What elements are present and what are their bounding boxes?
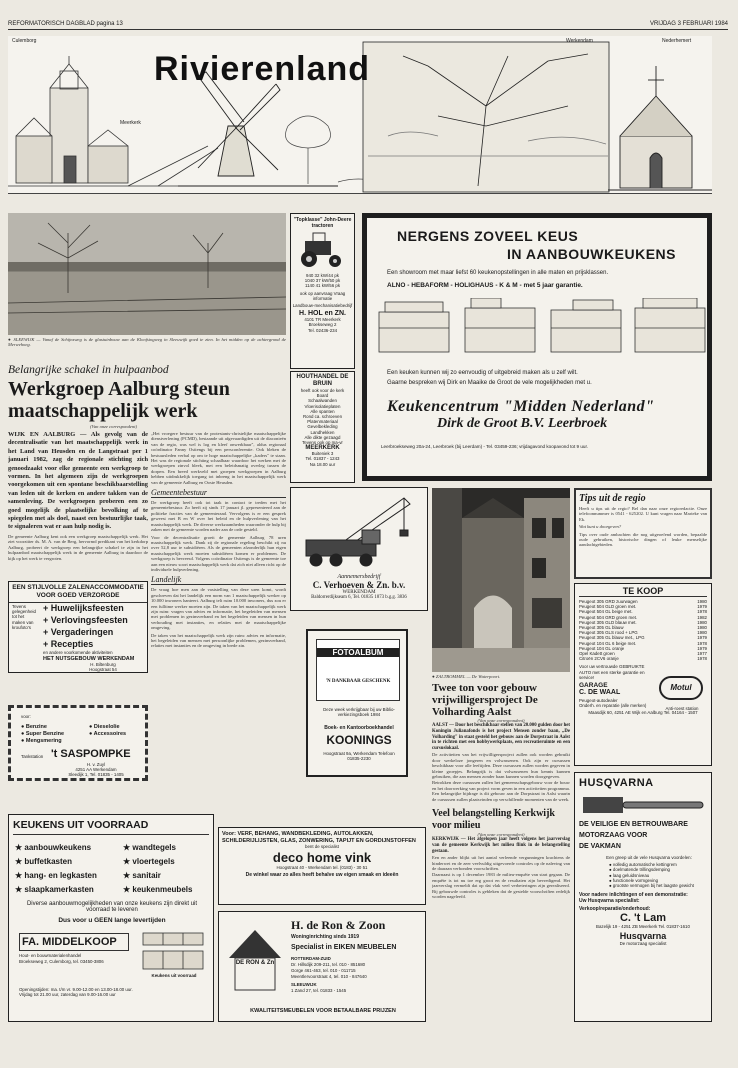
tekoop-year: 1980 bbox=[697, 599, 707, 604]
house-icon bbox=[225, 924, 285, 994]
article2-byline: (Van onze correspondent) bbox=[477, 718, 525, 723]
nutsgebouw-item: + Vergaderingen bbox=[43, 627, 114, 637]
tekoop-year: 1980 bbox=[697, 619, 707, 625]
middelkoop-item: keukenmeubels bbox=[132, 885, 193, 894]
tractor-icon bbox=[295, 231, 350, 269]
article3-headline: Veel belangstelling Kerkwijk voor milieu bbox=[432, 808, 555, 831]
husqvarna-item: volledig automatische kettingrem bbox=[612, 862, 677, 868]
husqvarna-item: laag geluidsniveau bbox=[612, 872, 650, 878]
tractor-addr-2: Broekseweg 2 bbox=[308, 322, 337, 328]
middelkoop-ad bbox=[8, 814, 214, 1022]
koonings-name: KOONINGS bbox=[326, 733, 392, 747]
kitchen-illustrations bbox=[377, 298, 707, 368]
nutsgebouw-item: + Verlovingsfeesten bbox=[43, 615, 128, 625]
article1-byline: (Van onze correspondent) bbox=[90, 424, 138, 429]
houthandel-name: MEERKERK bbox=[305, 445, 340, 452]
husqvarna-item: grootste vermogen bij het laagste gewicht bbox=[612, 883, 694, 889]
deco-l1: Voor: VERF, BEHANG, WANDBEKLEDING, AUTOLAKKEN, SCHILDERIJLIJSTEN, GLAS, ZONWERING, TAPIJT EN GORDIJNSTOFFEN bbox=[222, 831, 416, 844]
houthandel-item-9: Alle dikte gezaagd bbox=[304, 434, 341, 440]
tekoop-year: 1980 bbox=[697, 630, 707, 636]
tractor-ad-top: "Topklasse" John-Deere tractoren bbox=[293, 217, 352, 229]
kitchen-h1: NERGENS ZOVEEL KEUS bbox=[397, 228, 579, 244]
article2-p2: De activiteiten van het vrijwilligersproject zullen ook worden gebruikt door werkeloze jongeren en volwassenen. Ook zijn er cursussen beschikbaar voor alle leeftijden. Deze cursussen zullen worden gegeven in kleine groepjes. Belangrijk is dat volwassenen hun kennis kunnen gebruiken, die aan mensen zonder baan kunnen worden doorgegeven. bbox=[432, 752, 570, 779]
article1-col1 bbox=[8, 431, 148, 578]
husqvarna-l6: Uw Husqvarna specialist: bbox=[579, 898, 640, 905]
houthandel-item-6: Platenmateriaal bbox=[307, 419, 338, 425]
saspompke-name: 't SASPOMPKE bbox=[51, 748, 131, 760]
deron-title: H. de Ron & Zoon bbox=[291, 918, 386, 932]
middelkoop-title: KEUKENS UIT VOORRAAD bbox=[13, 819, 209, 835]
husqvarna-dealer: C. 't Lam bbox=[619, 912, 666, 925]
husqvarna-l4: Een greep uit de vele Husqvarna voordelen: bbox=[606, 855, 692, 860]
deco-addr: Hoogstraat 40 - Werkendam tel. (0183) - 30 51 bbox=[276, 865, 368, 871]
crane-icon bbox=[292, 490, 426, 570]
husqvarna-l2: MOTORZAAG VOOR bbox=[579, 832, 648, 839]
article1-col2-p5: De taken van het maatschappelijk werk zijn ruim: advies en informatie, het begeleiden van mensen met persoonlijke problemen, gezinsverband, relaties met instanties en de omgeving in brede zin. bbox=[151, 632, 286, 649]
tractor-ad bbox=[290, 213, 355, 369]
koonings-ad bbox=[306, 629, 408, 777]
houthandel-item-2: Schaalwanden bbox=[308, 398, 337, 404]
article3-p2: Een en ander blijkt uit het aantal verleende vergunningen krachtens de hinderwet en de zeer veelvuldig uitgevoerde controles op de naleving van de daaraan verbonden voorschriften. bbox=[432, 855, 570, 871]
tips-question: Wat kunt u doorgeven? bbox=[579, 524, 622, 530]
deron-addr4: 1 Zand 27, tel. 01833 - 1545 bbox=[291, 988, 347, 993]
fotoalbum-inner: 'N DANKBAAR GESCHENK bbox=[325, 679, 391, 684]
verhoeven-name: C. Verhoeven & Zn. b.v. bbox=[312, 580, 406, 590]
article3-byline: (Van onze correspondent) bbox=[477, 832, 525, 837]
saspompke-list-right: ● Dieselolie ● Accessoires bbox=[89, 724, 127, 737]
tekoop-car: Citroën 2CV6 oranje bbox=[579, 656, 619, 662]
tekoop-list bbox=[579, 599, 707, 661]
photo-sleeuwijk-caption: ● SLEEWIJK — Vanaf de Schijnsweg is de glastuinbouw aan de Kloofsingweg in Sleeuwijk goed te zien. In het midden op de achtergrond de Merwehoeg. bbox=[8, 337, 286, 348]
deron-logo: DE RON & Zn bbox=[235, 960, 275, 966]
saspompke-item: Accessoires bbox=[93, 731, 127, 737]
tekoop-year: 1980 bbox=[697, 625, 707, 631]
kitchen-cabinet-icon bbox=[141, 931, 207, 971]
page-header bbox=[8, 20, 728, 30]
tekoop-garage: GARAGE bbox=[579, 682, 608, 690]
husqvarna-l1: DE VEILIGE EN BETROUWBARE bbox=[579, 821, 688, 828]
tips-box bbox=[574, 488, 712, 579]
tekoop-car: Peugeot 504 GL beige met. bbox=[579, 609, 633, 615]
saspompke-item: Mengsmering bbox=[25, 738, 62, 744]
houthandel-item-4: Alle spanten bbox=[310, 408, 335, 414]
tractor-spec-3: 1140 41 kW/56 pk bbox=[304, 283, 341, 289]
saspompke-pre: Tankstation bbox=[21, 754, 44, 759]
article3-lead: KERKWIJK — Het afgelopen jaar heeft volgens het jaarverslag van de gemeente Kerkwijk het milieu flink in de belangstelling gestaan. bbox=[432, 837, 570, 854]
husqvarna-l7: Verkoop/reparatie/onderhoud: bbox=[579, 906, 651, 913]
nutsgebouw-name: HET NUTSGEBOUW WERKENDAM bbox=[43, 656, 135, 662]
middelkoop-l1: Diverse aanbouwmogelijkheden van onze keukens zijn direkt uit voorraad te leveren bbox=[26, 901, 198, 913]
place-werkendam: Werkendam bbox=[566, 38, 593, 44]
tekoop-car: Opel Kadett groen bbox=[579, 651, 615, 657]
chainsaw-icon bbox=[579, 791, 707, 817]
tips-p2: Tips over oude ambachten die nog uitgeoefend worden, bepaalde oude gebruiken, historische dingen of leuke menselijke aandachtgebieden. bbox=[579, 531, 707, 548]
tekoop-row bbox=[579, 656, 707, 661]
tractor-spec-1: 940 32 kW/44 pk bbox=[306, 273, 339, 278]
fotoalbum-cover bbox=[316, 639, 400, 701]
houthandel-item-3: Vloerisolatieplaten bbox=[304, 403, 341, 409]
nutsgebouw-item: + Huwelijksfeesten bbox=[43, 603, 124, 613]
middelkoop-item: slaapkamerkasten bbox=[24, 885, 94, 894]
husqvarna-item: functionele vormgeving bbox=[612, 877, 659, 883]
tekoop-ad bbox=[574, 583, 712, 766]
tractor-spec-2: 1040 37 kW/50 pk bbox=[304, 278, 341, 284]
photo-sleeuwijk-image bbox=[8, 213, 286, 335]
houthandel-addr-3: Na 18.00 uur bbox=[309, 461, 336, 467]
article2-p3: Betrokken deze cursussen zullen het gemeenschapsgebouw voor de bouw en het doorwerking van project vorm geven in een activiteiten programma. Een belangrijke bijdrage is dit gebouw aan de Dorpstraat in Aalst waarin de cursussen zullen plaatsvinden op verschillende momenten van de week. bbox=[432, 780, 570, 802]
tekoop-sub1: Peugeot-autodealer bbox=[579, 698, 618, 704]
houthandel-item-8: Landhekken bbox=[310, 429, 335, 435]
middelkoop-item: sanitair bbox=[132, 871, 161, 880]
deron-ad bbox=[218, 911, 426, 1022]
tractor-ad-mid: ook op aanvraag Vraag informatie bbox=[299, 290, 346, 301]
houthandel-sub: heeft ook voor de kerk bbox=[300, 388, 345, 393]
husqvarna-brandsub: De motorzaag specialist bbox=[619, 941, 667, 947]
kitchen-l1: Een showroom met maar liefst 60 keukenopstellingen in alle maten en prijsklassen. bbox=[387, 270, 609, 276]
saspompke-addr-2: 4251 AA Werkendam bbox=[75, 767, 117, 772]
saspompke-addr-1: H. v. Zuyl bbox=[86, 762, 106, 767]
rivierenland-banner bbox=[8, 36, 712, 194]
koonings-shop: Boek- en Kantoorboekhandel bbox=[324, 725, 394, 731]
article1-headline: Werkgroep Aalburg steun maatschappelijk werk bbox=[8, 378, 230, 422]
houthandel-addr-2: Tel. 01837 - 1243 bbox=[305, 456, 340, 462]
tekoop-year: 1978 bbox=[697, 609, 707, 615]
middelkoop-item: hang- en legkasten bbox=[24, 871, 97, 880]
kitchen-addr: Leerbroekseweg 20a-24, Leerbroek (bij Leerdam) - Tel. 03459-236; vrijdagavond koopavond tot 9 uur. bbox=[381, 444, 589, 449]
deron-addr1: Dr. Hillsdijk 209-211, tel. 010 - 851680 bbox=[291, 962, 366, 967]
tekoop-car: Peugeot 305 GL blauw bbox=[579, 625, 624, 631]
photo-waterpoort-caption: ● ZALTBOMMEL — De Waterpoort. bbox=[432, 674, 501, 679]
husqvarna-item: doelmatende trillingsdemping bbox=[612, 867, 670, 873]
article1-sub1: Gemeentebestuur bbox=[151, 488, 286, 498]
tractor-addr-3: Tel. 02436-234 bbox=[307, 327, 338, 333]
houthandel-item-5: Rond ca. schroeven bbox=[302, 414, 343, 420]
deron-footer: KWALITEITSMEUBELEN VOOR BETAALBARE PRIJZEN bbox=[250, 1008, 396, 1014]
nutsgebouw-side: Tevens gelegenheid tot het maken van kroufoto's bbox=[12, 604, 36, 630]
deco-l2: bent de specialist bbox=[305, 844, 339, 850]
houthandel-item-7: Gevelbekleding bbox=[307, 424, 338, 430]
tekoop-antirust: Anti-roest station bbox=[665, 706, 699, 711]
saspompke-list-left: ● Benzine ● Super Benzine ● Mengsmering bbox=[21, 724, 65, 744]
article1-col2-p4: De vraag hoe men aan de vaststelling van deze uren komt, wordt geschreven dat het landelijk een norm van 1 maatschappelijk werker op 10.000 inwoners hanteert. Aalburg telt ruim 10.000 inwoners, dus zou er een fulltime werker moeten zijn. De taken van het maatschappelijk werk zijn ruim: vragen van advies en informatie, het begeleiden van mensen met problemen in gezinsverband en het begeleiden van mensen in hun verhouding met instanties, en relaties met de maatschappelijke omgeving. bbox=[151, 587, 286, 631]
nutsgebouw-item: + Recepties bbox=[43, 639, 94, 649]
middelkoop-item: wandtegels bbox=[132, 843, 176, 852]
middelkoop-name: FA. MIDDELKOOP bbox=[19, 933, 129, 951]
saspompke-ad bbox=[8, 705, 148, 781]
middelkoop-item: vloertegels bbox=[132, 857, 175, 866]
nutsgebouw-addr-2: Hoogstraat 54 bbox=[89, 667, 117, 672]
saspompke-addr-3: Sleedijk 1, Tel. 01835 - 1405 bbox=[68, 772, 124, 777]
middelkoop-sub: Hout- en bouwmaterialenhandel bbox=[19, 953, 82, 958]
houthandel-item-1: Board bbox=[316, 393, 329, 399]
tekoop-name: C. DE WAAL bbox=[579, 689, 621, 697]
tekoop-trade: Voor uw vertrouwde GEBRUIKTE AUTO met een sterke garantie en service! bbox=[579, 664, 645, 680]
article1-col2-p2: De werkgroep heeft ook tot taak in contact te treden met het gemeentebestuur. Zo heeft zij sinds 17 januari jl. gepresenteerd aan de politieke fracties van de gemeenteraad. Vervolgens is er een gesprek geweest met B en W over het beleid en de hulpverlening van het maatschappelijk werk. De diverse werkzaamheden waaronder de hulp bij zaken met de gemeente worden nader aan de orde gesteld. bbox=[151, 500, 286, 533]
saspompke-item: Benzine bbox=[25, 724, 47, 730]
fotoalbum-sub: Deze week verkrijgbaar bij uw Biblio-verkiezingsboek 1984 bbox=[323, 707, 395, 718]
kitchen-h2: IN AANBOUWKEUKENS bbox=[507, 246, 676, 262]
tekoop-year: 1979 bbox=[697, 645, 707, 651]
deco-slogan: De winkel waar zo alles heeft behalve uw eigen smaak en ideeën bbox=[245, 871, 399, 878]
tekoop-year: 1977 bbox=[697, 651, 707, 657]
saspompke-voor: voor: bbox=[21, 714, 31, 719]
husqvarna-l3: DE VAKMAN bbox=[579, 843, 621, 850]
husqvarna-ad bbox=[574, 772, 712, 1022]
saspompke-item: Dieselolie bbox=[93, 724, 120, 730]
banner-title: Rivierenland bbox=[154, 50, 371, 88]
article1-sub2: Landelijk bbox=[151, 575, 286, 585]
middelkoop-item: aanbouwkeukens bbox=[24, 843, 92, 852]
article1-col2-p3: Voor de decentralisatie groeit de gemeente Aalburg 78 uren maatschappelijk werk. Dank zij de regionale regeling beschikt zij nu over 52,8 uur te subsidiëren. Als de gemeenten afzonderlijk hun eigen maatschappelijk werk moeten subsidiëren komen er problemen. De werkgroep is bevreesd. Volgens coördinator Ostiengs is de gemeente toe aan een nieuw soort maatschappelijk werk dat zich niet alleen richt op de individuele hulpverlening. bbox=[151, 534, 286, 572]
tekoop-car: Peugeot 104 GL 6 beige met. bbox=[579, 640, 637, 646]
place-culemborg: Culemborg bbox=[12, 38, 37, 44]
nutsgebouw-title: EEN STIJLVOLLE ZALENACCOMMODATIE VOOR GOED VERZORGDE bbox=[9, 582, 147, 603]
article1-col2-p1: „Het vroegere bestuur van de protestants-christelijke maatschappelijke dienstverlening (PCMD), bestaande uit afgevaardigden uit de diaconieën van de regio, was wel is log en kleef onwerkbaar", aldus regionaal coördinator Fanny Ostiengs bij een persconferentie. Ook bleken de bestuursleden verbal op om te hoge maatschappelijke „kaders" te staan. Het was de regionale stichting schaalbaar waardoor het werken met de werkgroepen zinvol bleek, met een beleidsmatig overleg tussen de dorpen. Een breed werkveld met groepen werkgroepen in Aalburg hebben uitdrukkelijk toegang tot inbreng in het maatschappelijk werk van de gemeente Aalburg en Ooste Heusden. bbox=[151, 431, 286, 485]
photo-waterpoort-image bbox=[432, 488, 570, 672]
middelkoop-list-right: ★ wandtegels ★ vloertegels ★ sanitair ★ keukenmeubels bbox=[123, 843, 193, 894]
fotoalbum-title: FOTOALBUM bbox=[317, 648, 399, 657]
husqvarna-title: HUSQVARNA bbox=[579, 777, 654, 789]
houthandel-addr-1: Buiteniek 3 bbox=[311, 451, 334, 457]
kitchen-sub: Dirk de Groot B.V. Leerbroek bbox=[437, 416, 608, 431]
middelkoop-item: buffetkasten bbox=[24, 857, 72, 866]
photo-sleeuwijk bbox=[8, 213, 286, 335]
place-nederhemert: Nederhemert bbox=[662, 38, 692, 44]
header-left: REFORMATORISCH DAGBLAD pagina 13 bbox=[8, 21, 123, 27]
houthandel-open: Tevens ook op ma-vr bbox=[302, 440, 343, 446]
koonings-addr: Hoogstraat 9a, Werkendam Telefoon 01835-2230 bbox=[323, 751, 395, 762]
deron-sub: Woninginrichting sinds 1919 bbox=[291, 934, 359, 940]
middelkoop-label: Keukens uit voorraad bbox=[151, 973, 197, 978]
verhoeven-place: WERKENDAM bbox=[342, 590, 376, 595]
tekoop-car: Peugeot 504 GRD groen met. bbox=[579, 614, 638, 620]
tekoop-car: Peugeot 504 GLD groen met. bbox=[579, 604, 637, 610]
tekoop-addr: Maasdijk 60, 4251 AE Wijk en Aalburg Tel. 04164 - 1507 bbox=[588, 710, 698, 716]
tekoop-year: 1979 bbox=[697, 604, 707, 610]
article2-lead: AALST — Door het beschikbaar stellen van 20.000 gulden door het Koningin Julianafonds is het project Mensen zonder baan, „De Volharding" in staat gesteld het gebouw aan de Dorpstraat in Aalst in te richten met een hobbywerkplaats, een recreatieruimte en een cursuslokaal. bbox=[432, 723, 570, 751]
saspompke-item: Super Benzine bbox=[25, 731, 65, 737]
husqvarna-items: ● volledig automatische kettingrem ● doelmatende trillingsdemping ● laag geluidsniveau ● functionele vormgeving ● grootste vermogen bij het laagste gewicht bbox=[609, 862, 694, 889]
motul-logo: Motul bbox=[659, 676, 703, 700]
houthandel-ad bbox=[290, 371, 355, 483]
tractor-ad-sub: Landbouw-mechanisatiebedrijf bbox=[292, 303, 353, 309]
deron-addr2: Gorge 461-463, tel. 010 - 011715 bbox=[291, 968, 356, 973]
husqvarna-addr: Bazelijk 19 - 4251 ZB Meerkerk Tel. 01837-1610 bbox=[596, 924, 690, 930]
article1-col2 bbox=[151, 431, 286, 766]
tekoop-year: 1978 bbox=[697, 656, 707, 662]
tekoop-year: 1982 bbox=[697, 614, 707, 620]
tekoop-car: Peugeot 305 GLD blauw met. bbox=[579, 619, 637, 625]
article2-headline: Twee ton voor gebouw vrijwilligersproject De Volharding Aalst bbox=[432, 682, 538, 718]
husqvarna-brand: Husqvarna bbox=[619, 931, 667, 942]
place-meerkerk: Meerkerk bbox=[120, 120, 141, 126]
tekoop-title: TE KOOP bbox=[579, 586, 707, 597]
verhoeven-ad bbox=[290, 487, 428, 611]
houthandel-title: HOUTHANDEL DE BRUIN bbox=[296, 374, 349, 387]
husqvarna-l5: Voor nadere inlichtingen of een demonstratie: bbox=[579, 892, 688, 899]
tekoop-car: Peugeot 305 GLS rood + LPG bbox=[579, 630, 638, 636]
tekoop-year: 1979 bbox=[697, 635, 707, 641]
nutsgebouw-extra: en andere voorkomende aktiviteiten bbox=[43, 650, 113, 655]
kitchen-l2: ALNO - HEBAFORM - HOLIGHAUS - K & M - met 5 jaar garantie. bbox=[387, 282, 583, 289]
deron-city2: SLEEUWIJK bbox=[291, 982, 317, 987]
tekoop-car: Peugeot 305 GL blauw met., LPG bbox=[579, 635, 645, 641]
tekoop-car: Peugeot 305 GRD zuurwagen bbox=[579, 599, 638, 604]
photo-waterpoort bbox=[432, 488, 570, 672]
article1-lead: WIJK EN AALBURG — Als gevolg van de decentralisatie van het maatschappelijk werk in het Land van Heusden en de Langstraat per 1 januari 1982, zag de regionale stichting zich genoodzaakt voor elke gemeente een werkgroep te vormen. In het algemeen zijn de werkgroepen voorgekomen uit een spontane beschikbaarstelling van leden uit de kerken en andere takken van de samenleving. De werkgroepen proberen een zo goed mogelijk de plaatselijke bevolking af te spiegelen met als doel, naast een bestuurlijke taak, te signaleren wat er aan hulp nodig is. bbox=[8, 431, 148, 531]
article1-p2: De gemeente Aalburg kent ook een werkgroep maatschappelijk werk. Het ziet voorzitter ds. M. A. van de Berg, hervormd predikant van het kerkdorp Aalburg, probeert de werkgroep een belangrijke schakel te zijn in het hulpaanbod maatschappelijk werk in de gemeente Aalburg in daardoor de kijk op het werk te vergroten. bbox=[8, 533, 148, 561]
tractor-addr-1: 4101 TR Meerkerk bbox=[304, 317, 341, 323]
deco-vink-ad bbox=[218, 827, 426, 905]
article3 bbox=[432, 808, 570, 1022]
nutsgebouw-addr-1: H. Biltenburg bbox=[90, 662, 116, 667]
deron-addr3: Meentlervoorstraat 4, tel. 010 - 847640 bbox=[291, 974, 367, 979]
header-right: VRIJDAG 3 FEBRUARI 1984 bbox=[649, 21, 728, 27]
nutsgebouw-ad bbox=[8, 581, 148, 673]
article3-p3: Daarnaast is op 1 december 1983 de milieu-enquête van start gegaan. De enquête is tot nu toe erg groot en de resultaten zijn bevredigend. Het jaarverslag vermeldt dat op dat vlak veel verbeteringen zijn gerealiseerd. Bij gebouwde controles is gebleken dat de gestelde voorschriften redelijk worden nageleefd. bbox=[432, 872, 570, 900]
tekoop-car: Peugeot 104 GL oranje bbox=[579, 645, 625, 651]
tips-title: Tips uit de regio bbox=[579, 493, 646, 504]
verhoeven-line1: Aannemersbedrijf bbox=[337, 574, 381, 580]
verhoeven-addr: Baldorrerdijkseam 6, Tel. 01835 1873 b.g.g. 3836 bbox=[311, 595, 407, 600]
article2 bbox=[432, 682, 570, 804]
tractor-ad-name: H. HOL en ZN. bbox=[299, 310, 346, 318]
middelkoop-l2: Dus voor u GEEN lange levertijden bbox=[58, 917, 166, 924]
article1-kicker: Belangrijke schakel in hulpaanbod bbox=[8, 364, 169, 376]
middelkoop-addr: Broekseweg 2, Culemborg, tel. 03450-3806 bbox=[19, 959, 104, 964]
kitchen-l3: Een keuken kunnen wij zo eenvoudig of uitgebreid maken als u zelf wilt. bbox=[387, 370, 578, 376]
kitchen-l4: Gaarne bespreken wij Dirk en Maaike de Groot de vele mogelijkheden met u. bbox=[387, 380, 592, 386]
nutsgebouw-items bbox=[43, 602, 147, 650]
deron-spec: Specialist in EIKEN MEUBELEN bbox=[291, 944, 397, 951]
middelkoop-open: Openingstijden: ma. t/m vr. 9.00-12.00 en 13.00-18.00 uur. Vrijdag tot 21.00 uur, zaterdag van 9.00-16.00 uur bbox=[19, 987, 133, 998]
deco-name: deco home vink bbox=[272, 850, 372, 866]
tekoop-year: 1978 bbox=[697, 640, 707, 646]
kitchen-brand: Keukencentrum "Midden Nederland" bbox=[387, 398, 655, 415]
deron-city1: ROTTERDAM-ZUID bbox=[291, 956, 331, 961]
keukencentrum-ad bbox=[362, 213, 712, 481]
middelkoop-list-left: ★ aanbouwkeukens ★ buffetkasten ★ hang- en legkasten ★ slaapkamerkasten bbox=[15, 843, 97, 894]
tekoop-sub2: Onderh. en reparatie (alle merken) bbox=[579, 703, 647, 709]
tips-p1: Heeft u tips uit de regio? Bel dan naar onze regioredactie. Onze telefoonnummer is 0541 - 625202. U kunt vragen naar Marieke van Ek. bbox=[579, 506, 707, 522]
